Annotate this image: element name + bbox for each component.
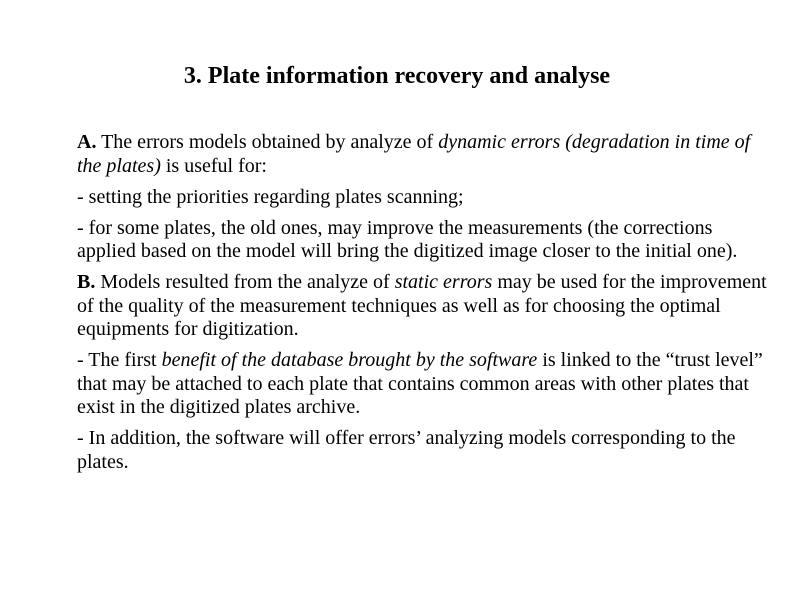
- paragraph-old-plates: - for some plates, the old ones, may improve the measurements (the corrections applied based on the model will bring the digitized image closer to the initial one).: [77, 216, 738, 262]
- paragraph-addition: - In addition, the software will offer errors’ analyzing models corresponding to the plates.: [77, 427, 736, 473]
- paragraph-priorities: - setting the priorities regarding plates scanning;: [77, 185, 464, 208]
- paragraph-a-emphasis: dynamic errors (degradation in time of the plates): [77, 131, 751, 177]
- paragraph-b-emphasis: static errors: [394, 271, 493, 293]
- paragraph-a-text-2: is useful for:: [160, 154, 267, 177]
- paragraph-benefit-emphasis: benefit of the database brought by the software: [161, 349, 538, 371]
- paragraph-benefit-text-2: is linked to the “trust level” that may be attached to each plate that contains common areas with other plates that exist in the digitized plates archive.: [77, 349, 763, 418]
- paragraph-a-lead: A.: [77, 131, 97, 153]
- paragraph-a-text-1: The errors models obtained by analyze of: [96, 131, 439, 153]
- paragraph-b-text-2: may be used for the improvement of the quality of the measurement techniques as well as for choosing the optimal equipments for digitization.: [77, 271, 767, 340]
- slide-title: 3. Plate information recovery and analyse: [183, 63, 611, 89]
- paragraph-b: [77, 271, 767, 342]
- slide-body: [77, 131, 767, 482]
- paragraph-a: [77, 131, 767, 178]
- paragraph-b-text-1: Models resulted from the analyze of: [95, 271, 395, 293]
- paragraph-benefit-text-1: - The first: [77, 349, 162, 371]
- paragraph-b-lead: B.: [77, 271, 96, 293]
- paragraph-benefit: [77, 349, 767, 420]
